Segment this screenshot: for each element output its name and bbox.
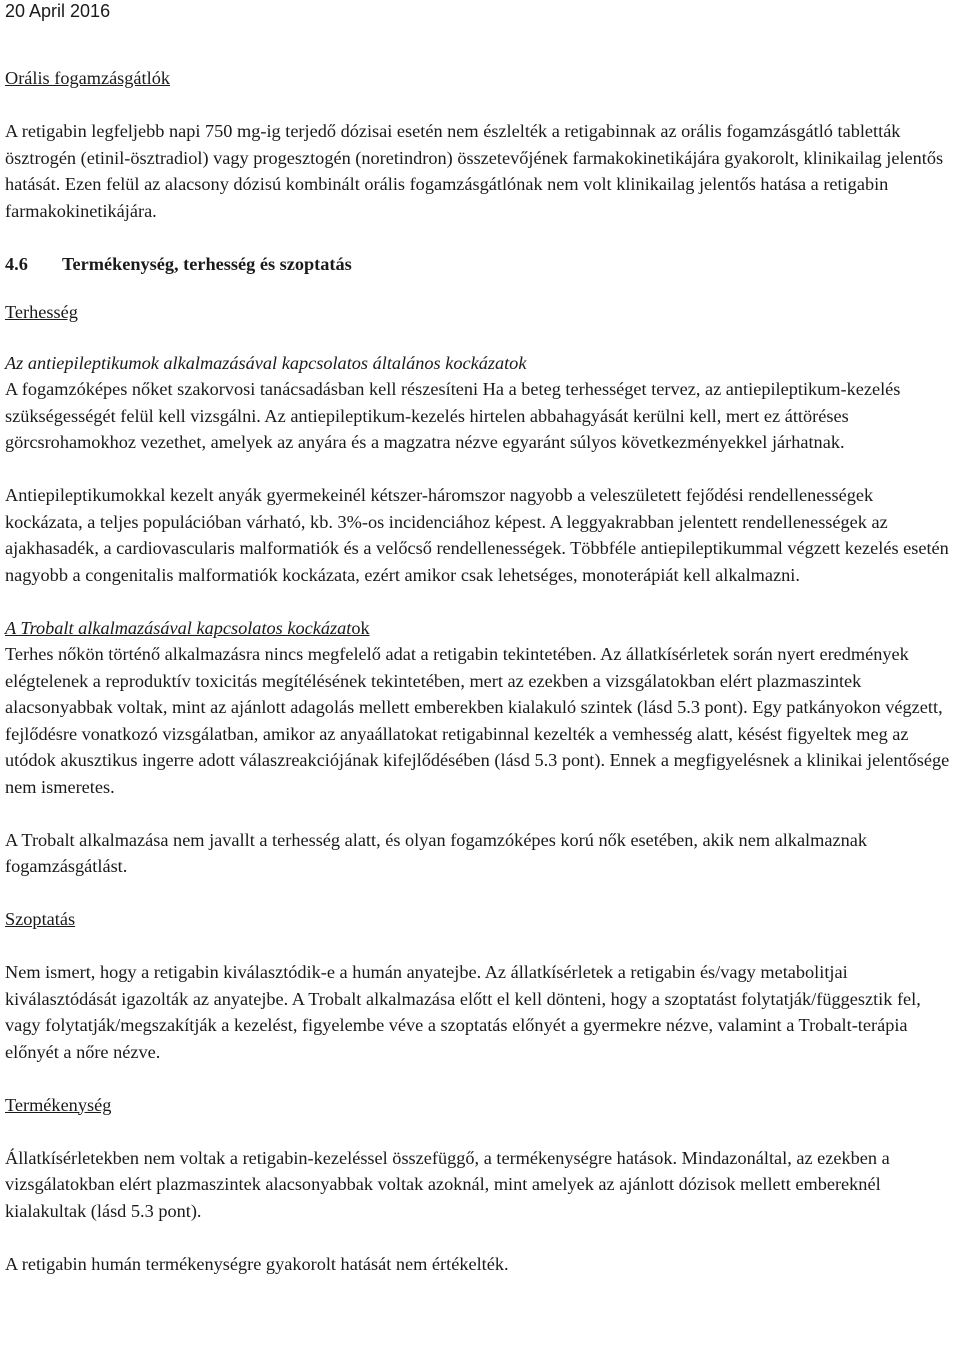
fertility-paragraph: Állatkísérletekben nem voltak a retigabin-kezeléssel összefüggő, a termékenységre hatások. Mindazonáltal, az ezekben a vizsgálatokban elért plazmaszintek alacsonyabbak voltak azoknál, mint amelyek az ajánlott dózisok mellett embereknél kialakultak (lásd 5.3 pont).: [5, 1147, 890, 1221]
general-risk-subheading: Az antiepileptikumok alkalmazásával kapcsolatos általános kockázatok: [5, 352, 527, 373]
pregnancy-paragraph-4: A Trobalt alkalmazása nem javallt a terhesség alatt, és olyan fogamzóképes korú nők esetében, akik nem alkalmaznak fogamzásgátlást.: [5, 829, 867, 876]
page-date: 20 April 2016: [5, 1, 111, 21]
section-heading: [5, 251, 955, 278]
pregnancy-paragraph-1: A fogamzóképes nőket szakorvosi tanácsadásban kell részesíteni Ha a beteg terhességet tervez, az antiepileptikum-kezelés szükségességét felül kell vizsgálni. Az antiepileptikum-kezelés hirtelen abbahagyását kerülni kell, mert ez áttöréses görcsrohamokhoz vezethet, amelyek az anyára és a magzatra nézve egyaránt súlyos következményekkel járhatnak.: [5, 379, 901, 452]
breastfeeding-heading: Szoptatás: [5, 909, 76, 929]
document-body: [5, 65, 955, 1277]
oral-contraceptives-heading: Orális fogamzásgátlók: [5, 68, 170, 88]
fertility-paragraph-2: A retigabin humán termékenységre gyakorolt hatását nem értékelték.: [5, 1253, 509, 1274]
trobalt-risk-subheading-italic: A Trobalt alkalmazásával kapcsolatos kockázat: [5, 617, 352, 638]
pregnancy-heading: Terhesség: [5, 302, 78, 322]
trobalt-risk-subheading-rest: ok: [351, 617, 370, 638]
oral-contraceptives-paragraph: A retigabin legfeljebb napi 750 mg-ig terjedő dózisai esetén nem észlelték a retigabinnak az orális fogamzásgátló tabletták ösztrogén (etinil-ösztradiol) vagy progesztogén (noretindron) összetevőjének farmakokinetikájára gyakorolt, klinikailag jelentős hatását. Ezen felül az alacsony dózisú kombinált orális fogamzásgátlónak nem volt klinikailag jelentős hatása a retigabin farmakokinetikájára.: [5, 121, 944, 221]
section-title: Termékenység, terhesség és szoptatás: [62, 253, 352, 274]
fertility-heading: Termékenység: [5, 1094, 112, 1115]
section-number: 4.6: [5, 253, 28, 274]
pregnancy-paragraph-2: Antiepileptikumokkal kezelt anyák gyermekeinél kétszer-háromszor nagyobb a veleszületett fejődési rendellenességek kockázata, a teljes populációban várható, kb. 3%-os incidenciához képest. A leggyakrabban jelentett rendellenességek az ajakhasadék, a cardiovascularis malformatiók és a velőcső rendellenességek. Többféle antiepileptikummal végzett kezelés esetén nagyobb a congenitalis malformatiók kockázata, ezért amikor csak lehetséges, monoterápiát kell alkalmazni.: [5, 485, 949, 585]
pregnancy-paragraph-3: Terhes nőkön történő alkalmazásra nincs megfelelő adat a retigabin tekintetében. Az állatkísérletek során nyert eredmények elégtelenek a reproduktív toxicitás megítélésének tekintetében, mert az ezekben a vizsgálatokban elért plazmaszintek alacsonyabbak voltak, mint az ajánlott adagolás mellett emberekben kialakuló szintek (lásd 5.3 pont). Egy patkányokon végzett, fejlődésre vonatkozó vizsgálatban, amikor az anyaállatokat retigabinnal kezelték a vemhesség alatt, késést figyeltek meg az utódok akusztikus ingerre adott válaszreakciójának kifejlődésében (lásd 5.3 pont). Ennek a megfigyelésnek a klinikai jelentősége nem ismeretes.: [5, 644, 950, 797]
trobalt-risk-subheading: [5, 615, 955, 642]
breastfeeding-paragraph: Nem ismert, hogy a retigabin kiválasztódik-e a humán anyatejbe. Az állatkísérletek a retigabin és/vagy metabolitjai kiválasztódását igazolták az anyatejbe. A Trobalt alkalmazása előtt el kell dönteni, hogy a szoptatást folytatják/függesztik fel, vagy folytatják/megszakítják a kezelést, figyelembe véve a szoptatás előnyét a gyermekre nézve, valamint a Trobalt-terápia előnyét a nőre nézve.: [5, 962, 921, 1062]
